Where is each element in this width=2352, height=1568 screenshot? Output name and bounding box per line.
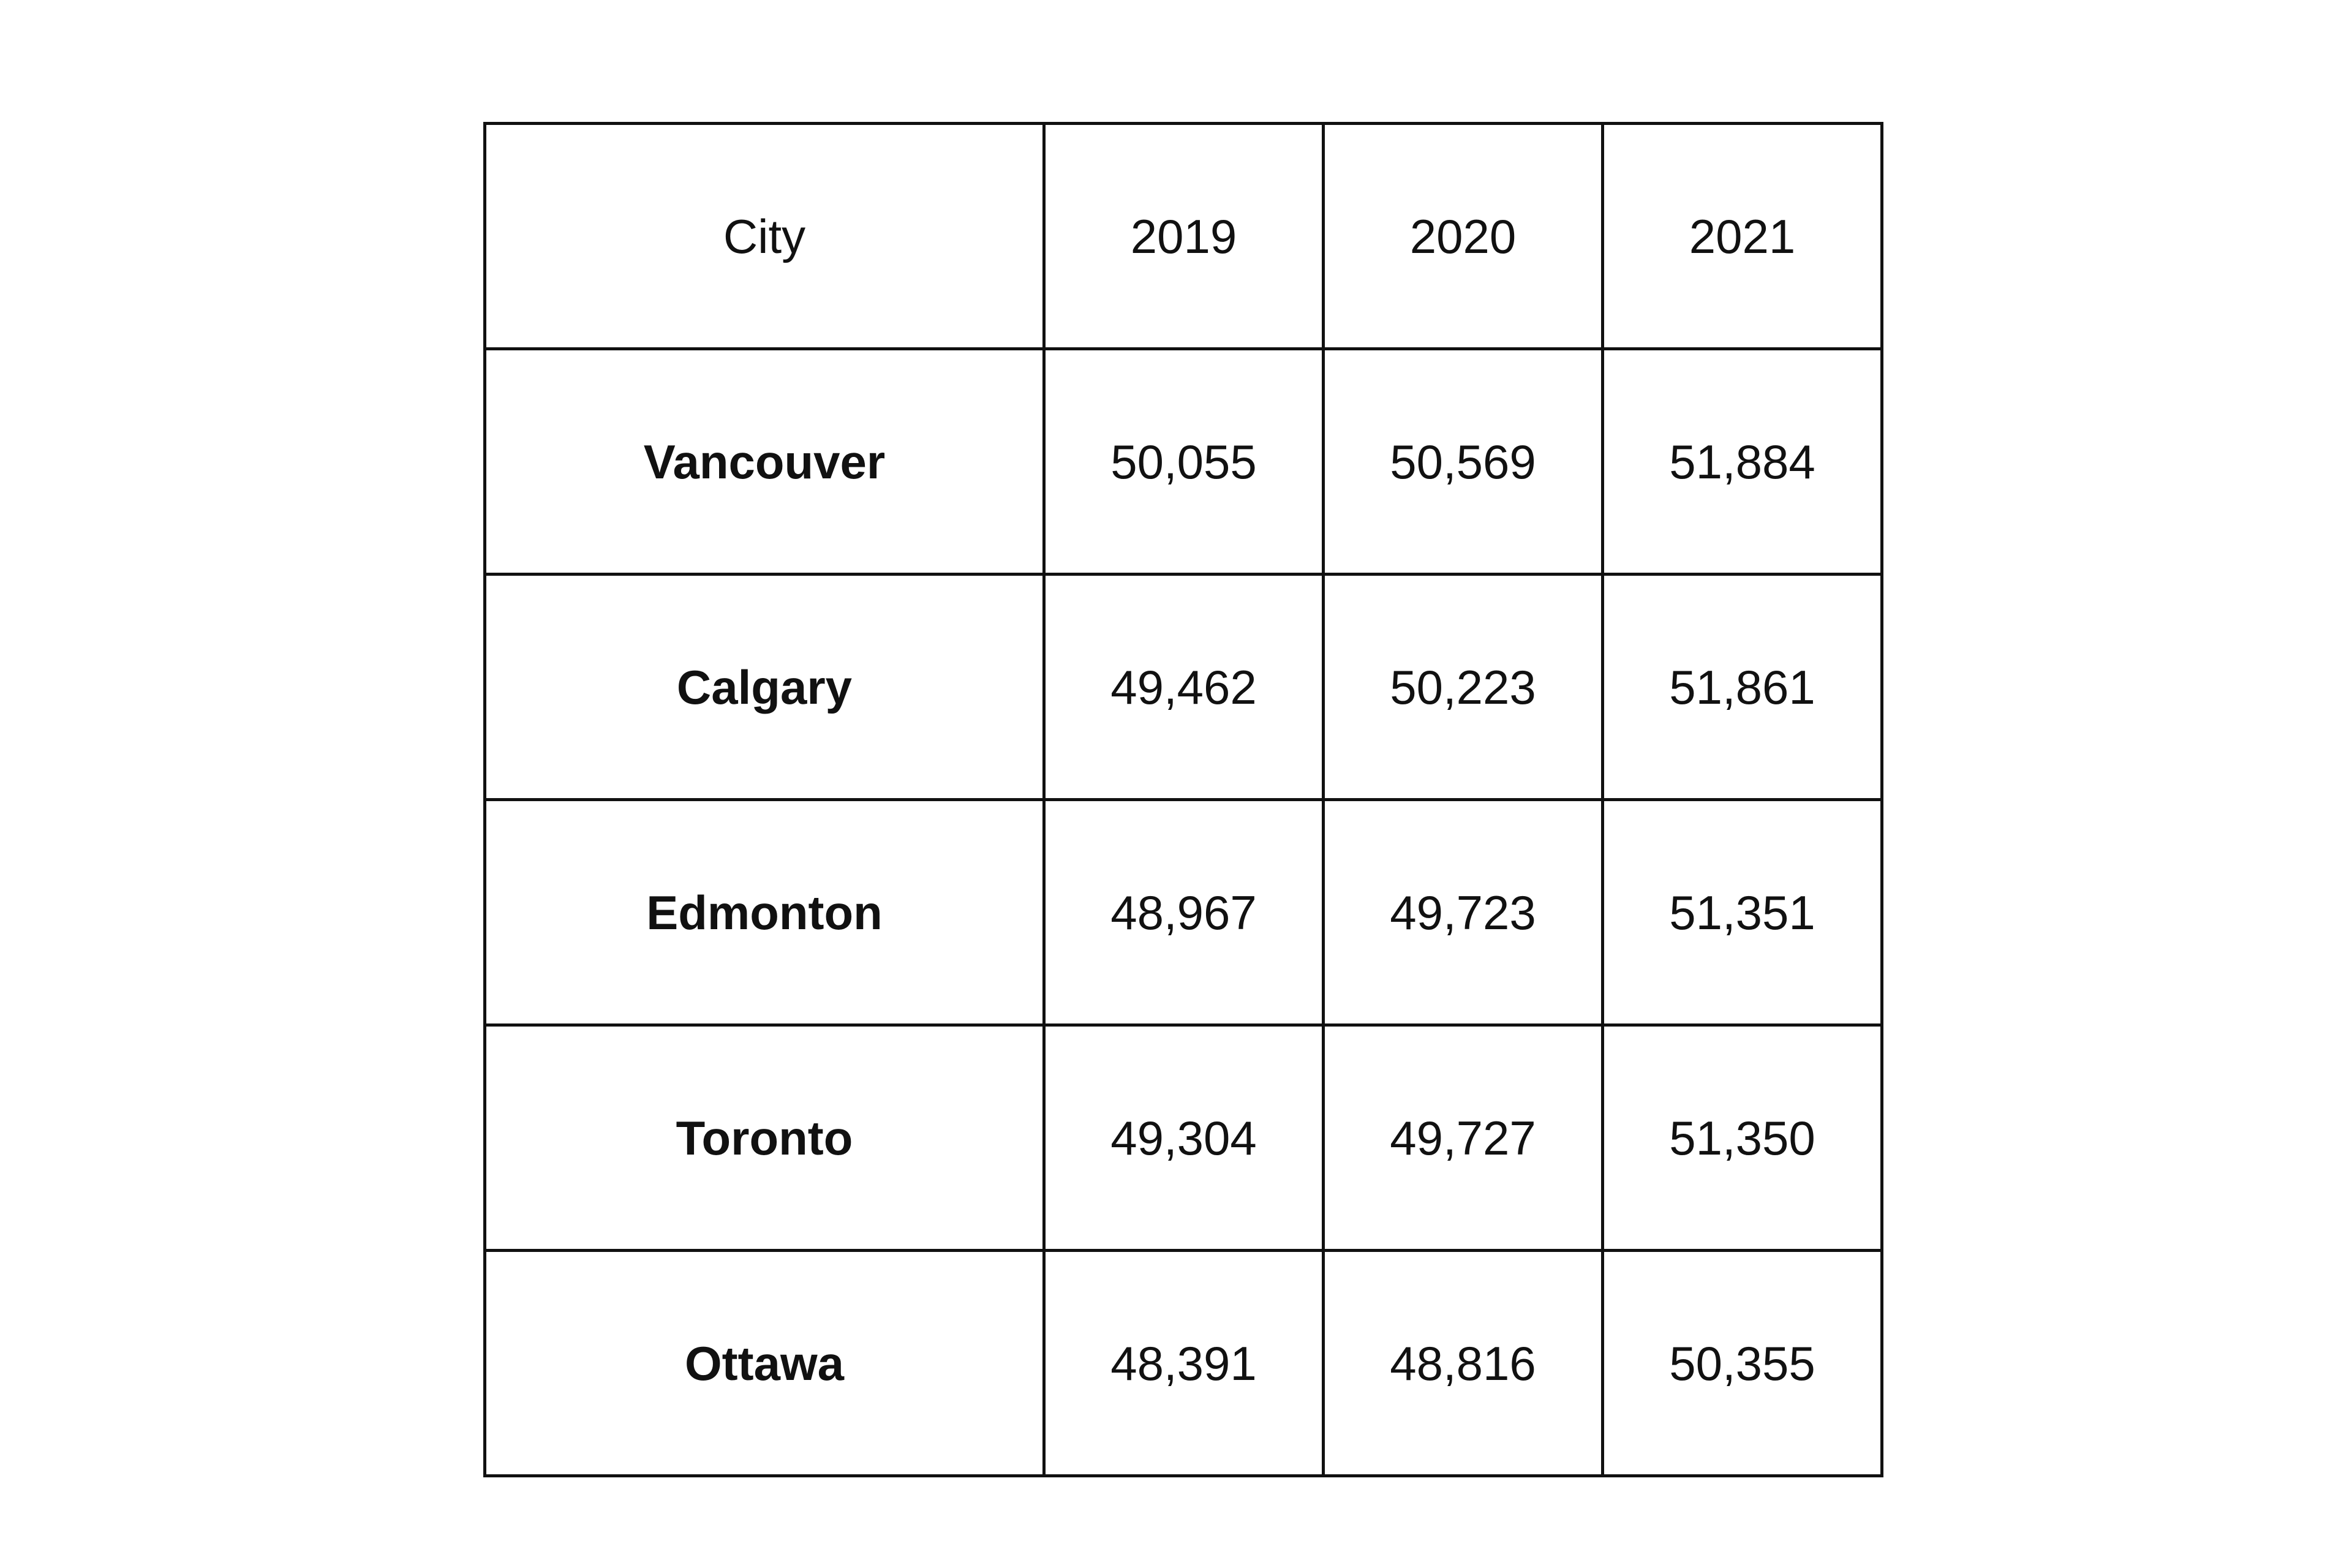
value-cell: 48,816 xyxy=(1324,1251,1603,1476)
value-cell: 48,967 xyxy=(1044,800,1324,1025)
table-body xyxy=(485,349,1882,1476)
table-row xyxy=(485,1251,1882,1476)
value-cell: 49,727 xyxy=(1324,1025,1603,1251)
value-cell: 49,723 xyxy=(1324,800,1603,1025)
value-cell: 49,462 xyxy=(1044,575,1324,800)
column-header-2019: 2019 xyxy=(1044,124,1324,349)
city-cell: Edmonton xyxy=(485,800,1044,1025)
city-cell: Calgary xyxy=(485,575,1044,800)
header-row xyxy=(485,124,1882,349)
table-header xyxy=(485,124,1882,349)
value-cell: 51,351 xyxy=(1603,800,1882,1025)
column-header-2021: 2021 xyxy=(1603,124,1882,349)
value-cell: 50,355 xyxy=(1603,1251,1882,1476)
value-cell: 51,861 xyxy=(1603,575,1882,800)
city-cell: Ottawa xyxy=(485,1251,1044,1476)
value-cell: 50,569 xyxy=(1324,349,1603,575)
city-cell: Toronto xyxy=(485,1025,1044,1251)
data-table xyxy=(483,122,1883,1477)
table-row xyxy=(485,800,1882,1025)
value-cell: 51,350 xyxy=(1603,1025,1882,1251)
table-row xyxy=(485,349,1882,575)
value-cell: 51,884 xyxy=(1603,349,1882,575)
value-cell: 50,223 xyxy=(1324,575,1603,800)
table-row xyxy=(485,1025,1882,1251)
table-row xyxy=(485,575,1882,800)
value-cell: 49,304 xyxy=(1044,1025,1324,1251)
value-cell: 50,055 xyxy=(1044,349,1324,575)
value-cell: 48,391 xyxy=(1044,1251,1324,1476)
column-header-2020: 2020 xyxy=(1324,124,1603,349)
city-cell: Vancouver xyxy=(485,349,1044,575)
column-header-city: City xyxy=(485,124,1044,349)
